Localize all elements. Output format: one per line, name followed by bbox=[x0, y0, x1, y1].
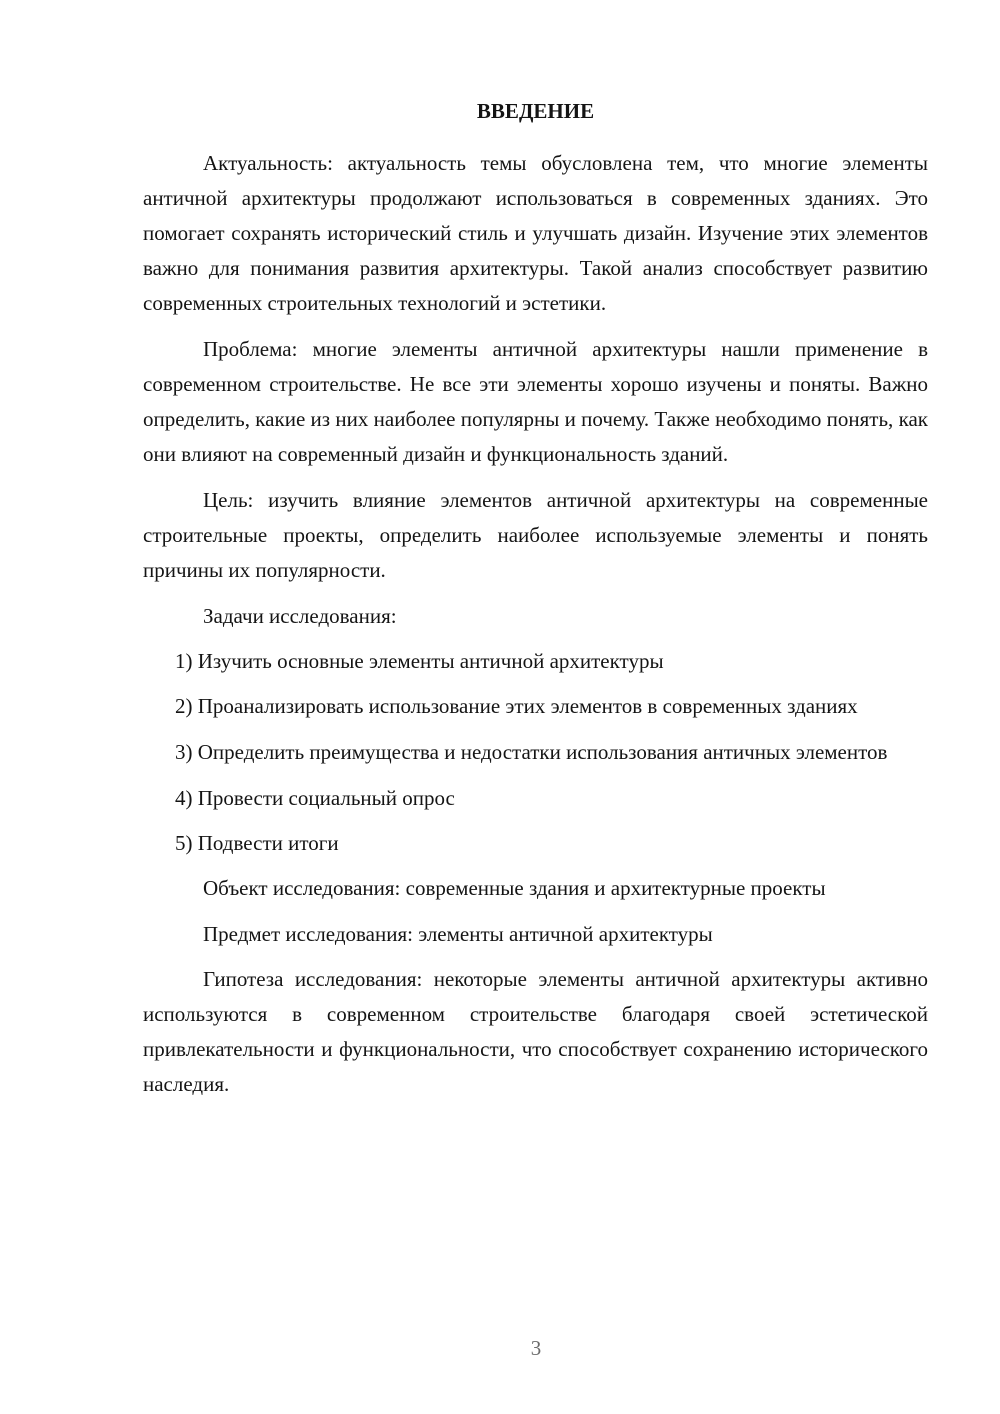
problem-paragraph: Проблема: многие элементы античной архитектуры нашли применение в современном строительстве. Не все эти элементы хорошо изучены и поняты. Важно определить, какие из них наиболее популярны и почему. Также необходимо понять, как они влияют на современный дизайн и функциональность зданий. bbox=[143, 337, 928, 466]
relevance-paragraph: Актуальность: актуальность темы обусловлена тем, что многие элементы античной архитектуры продолжают использоваться в современных зданиях. Это помогает сохранять исторический стиль и улучшать дизайн. Изучение этих элементов важно для понимания развития архитектуры. Такой анализ способствует развитию современных строительных технологий и эстетики. bbox=[143, 151, 928, 315]
document-page bbox=[143, 96, 928, 1113]
subject-paragraph: Предмет исследования: элементы античной архитектуры bbox=[203, 922, 713, 946]
tasks-heading: Задачи исследования: bbox=[203, 604, 397, 628]
page-number: 3 bbox=[530, 1336, 542, 1360]
goal-paragraph: Цель: изучить влияние элементов античной архитектуры на современные строительные проекты, определить наиболее используемые элементы и понять причины их популярности. bbox=[143, 488, 928, 582]
hypothesis-paragraph: Гипотеза исследования: некоторые элементы античной архитектуры активно используются в современном строительстве благодаря своей эстетической привлекательности и функциональности, что способствует сохранению исторического наследия. bbox=[143, 967, 928, 1096]
object-paragraph: Объект исследования: современные здания и архитектурные проекты bbox=[203, 876, 826, 900]
task-item-2: 2) Проанализировать использование этих элементов в современных зданиях bbox=[175, 694, 858, 718]
task-item-5: 5) Подвести итоги bbox=[175, 831, 339, 855]
page-title: ВВЕДЕНИЕ bbox=[476, 99, 595, 123]
task-item-3: 3) Определить преимущества и недостатки использования античных элементов bbox=[175, 740, 888, 764]
task-item-4: 4) Провести социальный опрос bbox=[175, 786, 455, 810]
task-item-1: 1) Изучить основные элементы античной архитектуры bbox=[175, 649, 664, 673]
